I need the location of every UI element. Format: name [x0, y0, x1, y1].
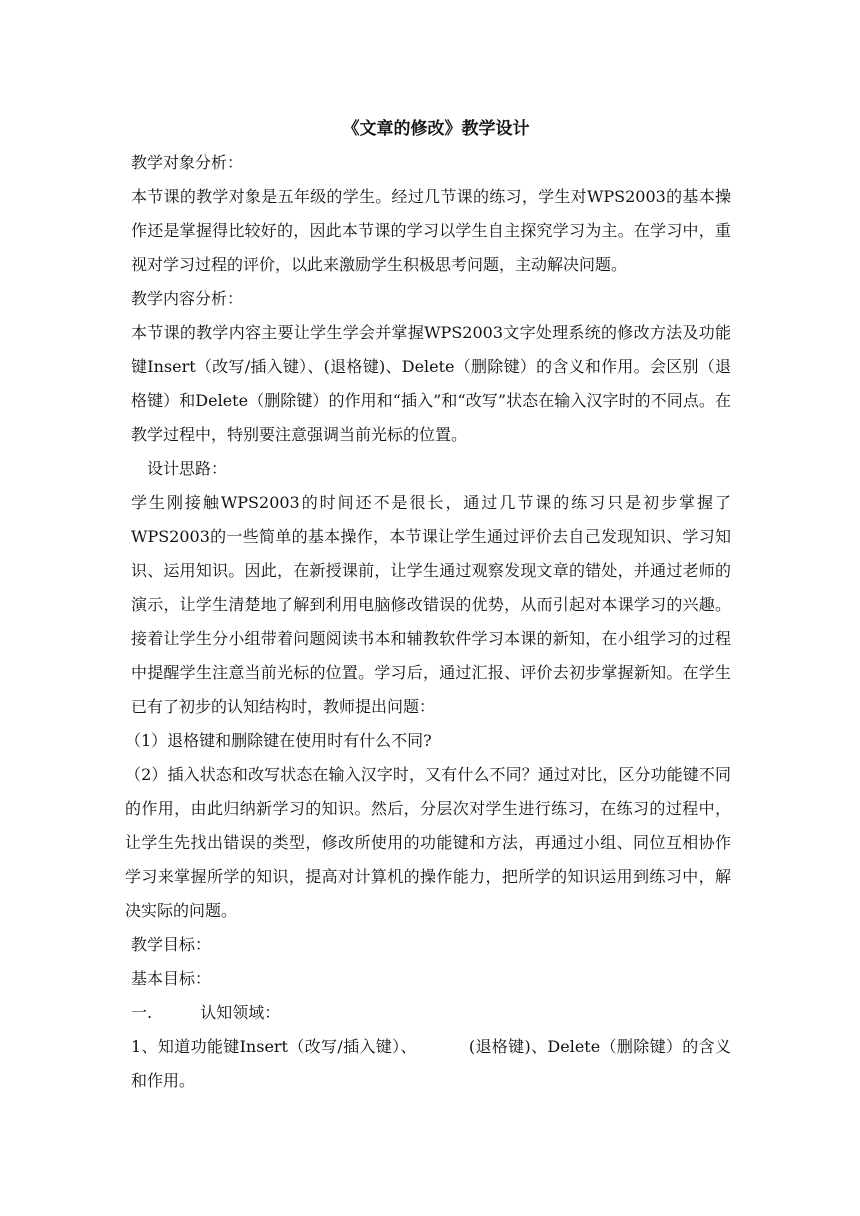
design-idea-body: 学生刚接触WPS2003的时间还不是很长，通过几节课的练习只是初步掌握了WPS2003的一些简单的基本操作，本节课让学生通过评价去自己发现知识、学习知识、运用知识。因此，在新授课前，让学生通过观察发现文章的错处，并通过老师的演示，让学生清楚地了解到利用电脑修改错误的优势，从而引起对本课学习的兴趣。接着让学生分小组带着问题阅读书本和辅教软件学习本课的新知，在小组学习的过程中提醒学生注意当前光标的位置。学习后，通过汇报、评价去初步掌握新知。在学生已有了初步的认知结构时，教师提出问题：: [131, 493, 731, 716]
teaching-goal-heading: 教学目标：: [131, 935, 212, 954]
question-2: （2）插入状态和改写状态在输入汉字时，又有什么不同？通过对比，区分功能键不同的作用，由此归纳新学习的知识。然后，分层次对学生进行练习，在练习的过程中，让学生先找出错误的类型，修改所使用的功能键和方法，再通过小组、同位互相协作学习来掌握所学的知识，提高对计算机的操作能力，把所学的知识运用到练习中，解决实际的问题。: [125, 765, 731, 920]
cognitive-domain-number: 一.: [131, 1003, 153, 1022]
content-analysis-heading: 教学内容分析：: [131, 289, 244, 308]
content-analysis-body: 本节课的教学内容主要让学生学会并掌握WPS2003文字处理系统的修改方法及功能键Insert（改写/插入键）、(退格键)、Delete（删除键）的含义和作用。会区别（退格键）和Delete（删除键）的作用和“插入”和“改写”状态在输入汉字时的不同点。在教学过程中，特别要注意强调当前光标的位置。: [131, 323, 731, 444]
goal-item-1-part-2: (退格键)、Delete（删除键）的含义和作用。: [131, 1037, 731, 1090]
document-content: [125, 112, 731, 1098]
cognitive-domain-label: 认知领域：: [200, 1003, 281, 1022]
basic-goal-heading: 基本目标：: [131, 969, 212, 988]
object-analysis-heading: 教学对象分析：: [131, 153, 244, 172]
cognitive-domain-heading: [131, 996, 731, 1030]
goal-item-1: [131, 1030, 731, 1098]
design-idea-heading: 设计思路：: [147, 459, 228, 478]
object-analysis-body: 本节课的教学对象是五年级的学生。经过几节课的练习，学生对WPS2003的基本操作还是掌握得比较好的，因此本节课的学习以学生自主探究学习为主。在学习中，重视对学习过程的评价，以此来激励学生积极思考问题，主动解决问题。: [131, 187, 731, 274]
question-1: （1）退格键和删除键在使用时有什么不同?: [125, 731, 432, 750]
goal-item-1-part-1: 1、知道功能键Insert（改写/插入键）、: [131, 1037, 417, 1056]
document-title: 《文章的修改》教学设计: [342, 119, 530, 139]
